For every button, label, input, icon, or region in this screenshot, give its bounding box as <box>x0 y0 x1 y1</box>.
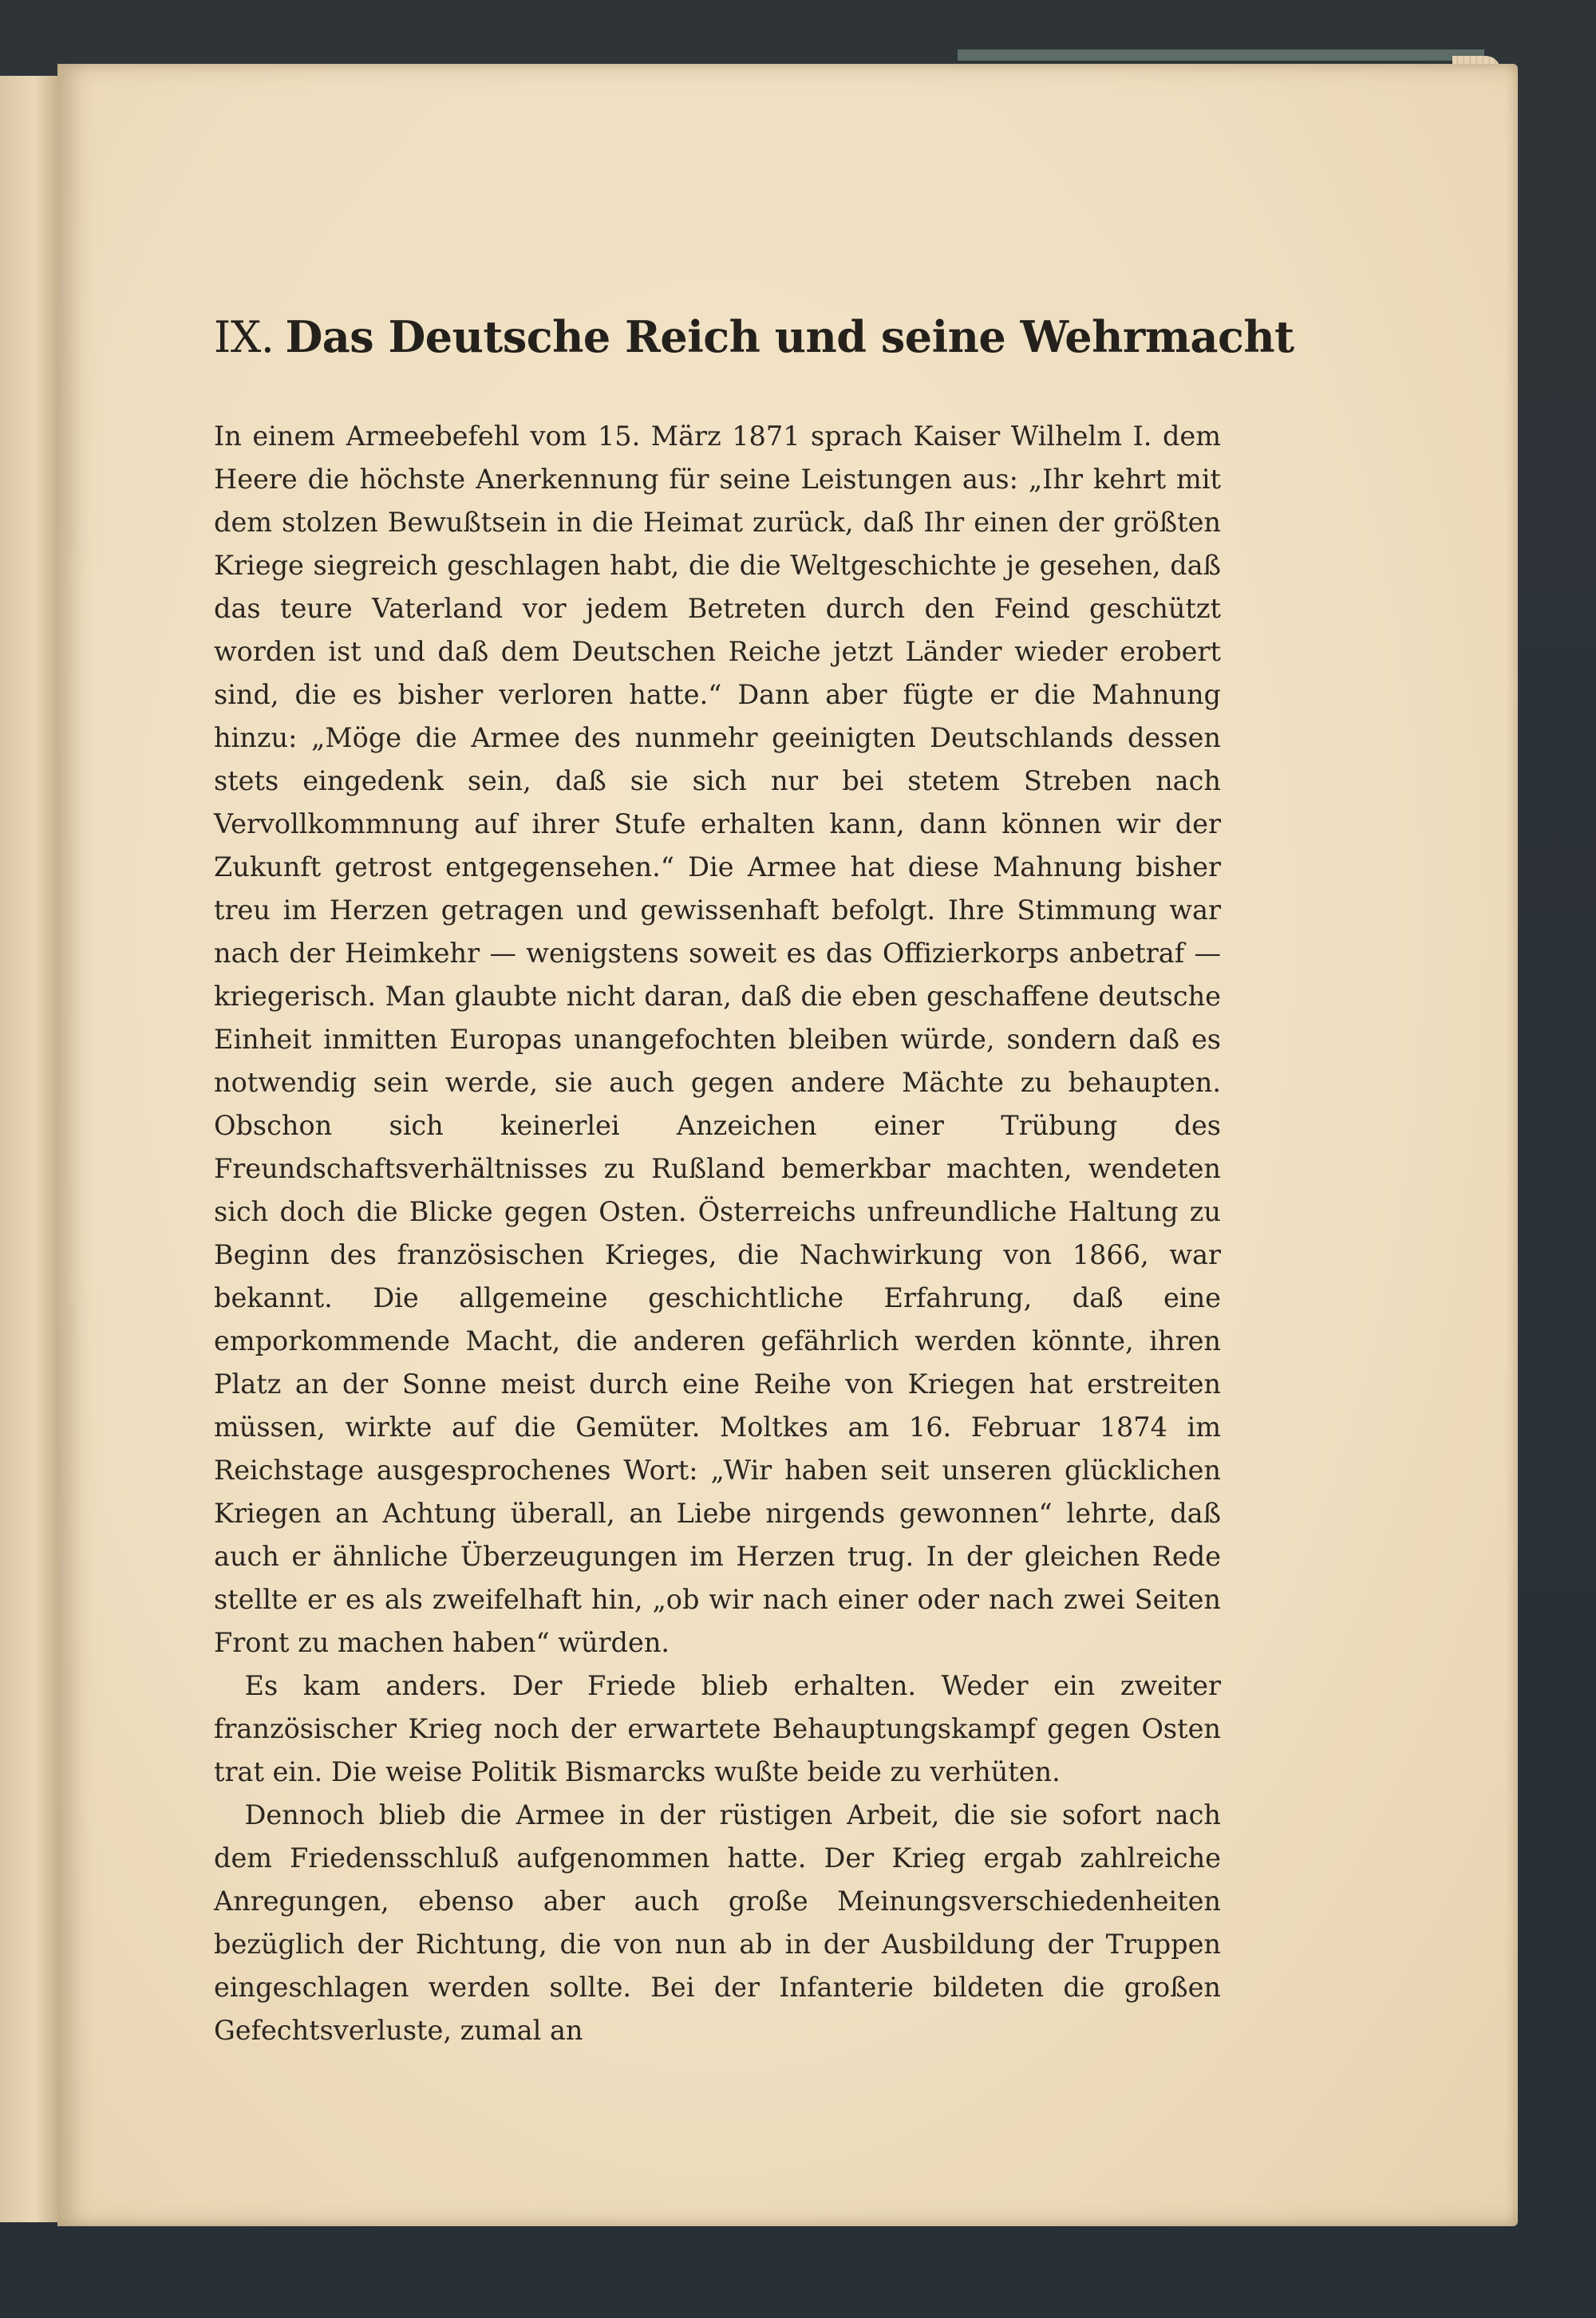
chapter-number: IX. <box>214 312 275 362</box>
chapter-title: Das Deutsche Reich und seine Wehrmacht <box>285 311 1294 362</box>
paragraph: Dennoch blieb die Armee in der rüstigen Arbeit, die sie sofort nach dem Friedensschluß aufgenommen hatte. Der Krieg ergab zahlreiche Anregungen, ebenso aber auch große Meinungsverschiedenheiten bezüglich der Richtung, die von nun ab in der Ausbildung der Truppen eingeschlagen werden sollte. Bei der Infanterie bildeten die großen Gefechtsverluste, zumal an <box>214 1799 1221 2046</box>
chapter-heading <box>214 311 1294 362</box>
paragraph: In einem Armeebefehl vom 15. März 1871 sprach Kaiser Wilhelm I. dem Heere die höchste Anerkennung für seine Leistungen aus: „Ihr kehrt mit dem stolzen Bewußtsein in die Heimat zurück, daß Ihr einen der größten Kriege siegreich geschlagen habt, die die Weltgeschichte je gesehen, daß das teure Vaterland vor jedem Betreten durch den Feind geschützt worden ist und daß dem Deutschen Reiche jetzt Länder wieder erobert sind, die es bisher verloren hatte.“ Dann aber fügte er die Mahnung hinzu: „Möge die Armee des nunmehr geeinigten Deutschlands dessen stets eingedenk sein, daß sie sich nur bei stetem Streben nach Vervollkommnung auf ihrer Stufe erhalten kann, dann können wir der Zukunft getrost entgegensehen.“ Die Armee hat diese Mahnung bisher treu im Herzen getragen und gewissenhaft befolgt. Ihre Stimmung war nach der Heimkehr — wenigstens soweit es das Offizierkorps anbetraf — kriegerisch. Man glaubte nicht daran, daß die eben geschaffene deutsche Einheit inmitten Europas unangefochten bleiben würde, sondern daß es notwendig sein werde, sie auch gegen andere Mächte zu behaupten. Obschon sich keinerlei Anzeichen einer Trübung des Freundschaftsverhältnisses zu Rußland bemerkbar machten, wendeten sich doch die Blicke gegen Osten. Österreichs unfreundliche Haltung zu Beginn des französischen Krieges, die Nachwirkung von 1866, war bekannt. Die allgemeine geschichtliche Erfahrung, daß eine emporkommende Macht, die anderen gefährlich werden könnte, ihren Platz an der Sonne meist durch eine Reihe von Kriegen hat erstreiten müssen, wirkte auf die Gemüter. Moltkes am 16. Februar 1874 im Reichstage ausgesprochenes Wort: „Wir haben seit unseren glücklichen Kriegen an Achtung überall, an Liebe nirgends gewonnen“ lehrte, daß auch er ähnliche Überzeugungen im Herzen trug. In der gleichen Rede stellte er es als zweifelhaft hin, „ob wir nach einer oder nach zwei Seiten Front zu machen haben“ würden. <box>214 421 1221 1658</box>
paragraph: Es kam anders. Der Friede blieb erhalten. Weder ein zweiter französischer Krieg noch der erwartete Behauptungskampf gegen Osten trat ein. Die weise Politik Bismarcks wußte beide zu verhüten. <box>214 1670 1221 1787</box>
body-text <box>214 415 1221 2052</box>
left-page-edge <box>0 76 60 2222</box>
book-cover-edge <box>958 49 1484 61</box>
